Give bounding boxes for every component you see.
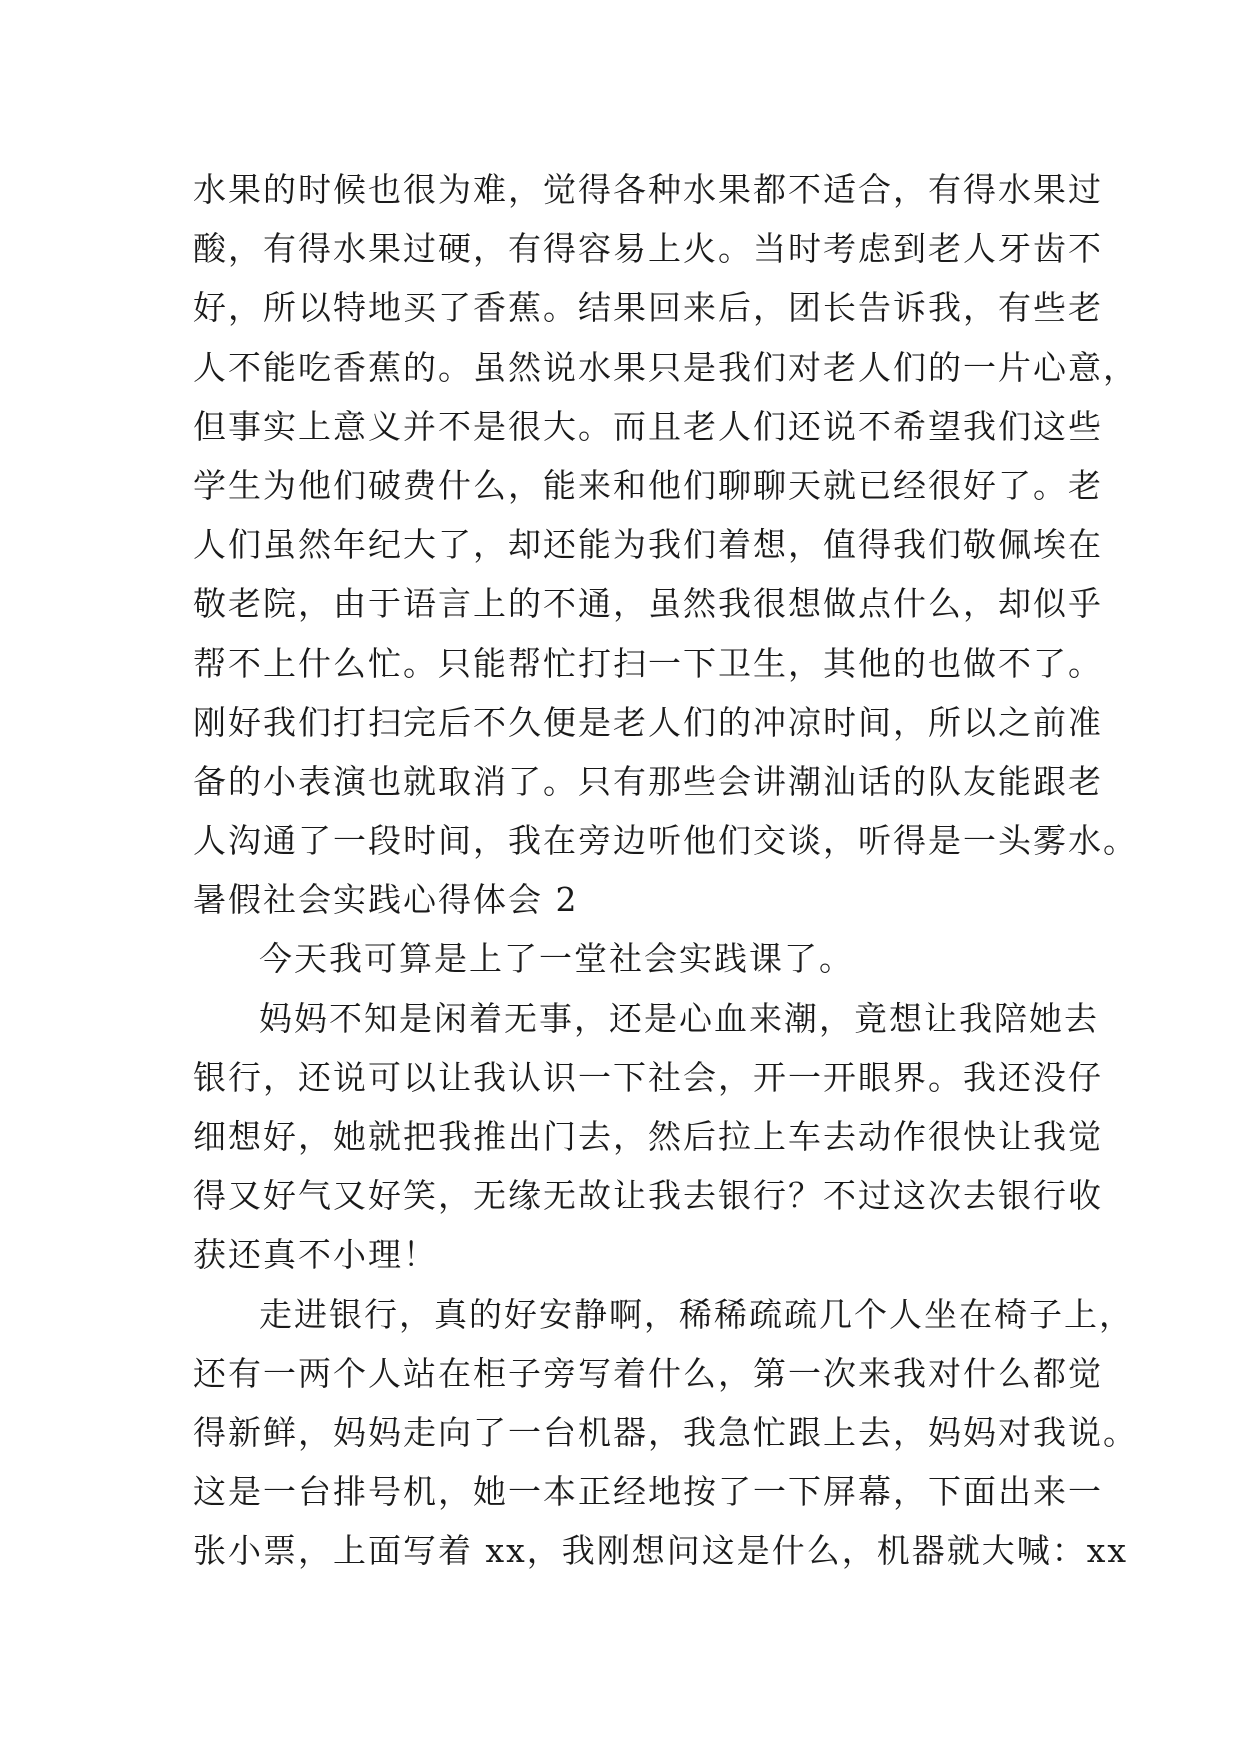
- text-line: 好，所以特地买了香蕉。结果回来后，团长告诉我，有些老: [193, 288, 1103, 328]
- document-body: [193, 160, 1138, 1581]
- text-line: 人们虽然年纪大了，却还能为我们着想，值得我们敬佩埃在: [193, 525, 1103, 565]
- text-line: 学生为他们破费什么，能来和他们聊聊天就已经很好了。老: [193, 465, 1103, 505]
- text-line: 刚好我们打扫完后不久便是老人们的冲凉时间，所以之前准: [193, 702, 1103, 742]
- text-line: 敬老院，由于语言上的不通，虽然我很想做点什么，却似乎: [193, 584, 1103, 624]
- text-line: 水果的时候也很为难，觉得各种水果都不适合，有得水果过: [193, 170, 1103, 209]
- text-line: 还有一两个人站在柜子旁写着什么，第一次来我对什么都觉: [193, 1353, 1103, 1393]
- text-line: 银行，还说可以让我认识一下社会，开一开眼界。我还没仔: [193, 1057, 1103, 1097]
- text-line: 帮不上什么忙。只能帮忙打扫一下卫生，其他的也做不了。: [193, 643, 1103, 683]
- paragraph-first-line: 今天我可算是上了一堂社会实践课了。: [259, 939, 854, 979]
- section-title: 暑假社会实践心得体会 2: [193, 880, 579, 920]
- text-line: 但事实上意义并不是很大。而且老人们还说不希望我们这些: [193, 406, 1103, 446]
- text-line: 细想好，她就把我推出门去，然后拉上车去动作很快让我觉: [193, 1117, 1103, 1156]
- text-line: 这是一台排号机，她一本正经地按了一下屏幕，下面出来一: [193, 1472, 1103, 1512]
- text-line: 张小票，上面写着 xx，我刚想问这是什么，机器就大喊：xx: [193, 1531, 1128, 1571]
- paragraph-first-line: 走进银行，真的好安静啊，稀稀疏疏几个人坐在椅子上，: [259, 1294, 1134, 1334]
- text-line: 酸，有得水果过硬，有得容易上火。当时考虑到老人牙齿不: [193, 229, 1103, 269]
- text-line: 人沟通了一段时间，我在旁边听他们交谈，听得是一头雾水。: [193, 821, 1138, 861]
- paragraph-first-line: 妈妈不知是闲着无事，还是心血来潮，竟想让我陪她去: [259, 998, 1099, 1038]
- text-line: 得又好气又好笑，无缘无故让我去银行？不过这次去银行收: [193, 1176, 1103, 1216]
- text-line: 备的小表演也就取消了。只有那些会讲潮汕话的队友能跟老: [193, 761, 1103, 801]
- text-line: 得新鲜，妈妈走向了一台机器，我急忙跟上去，妈妈对我说。: [193, 1412, 1138, 1452]
- text-line: 人不能吃香蕉的。虽然说水果只是我们对老人们的一片心意，: [193, 347, 1138, 387]
- text-line: 获还真不小理！: [193, 1235, 438, 1275]
